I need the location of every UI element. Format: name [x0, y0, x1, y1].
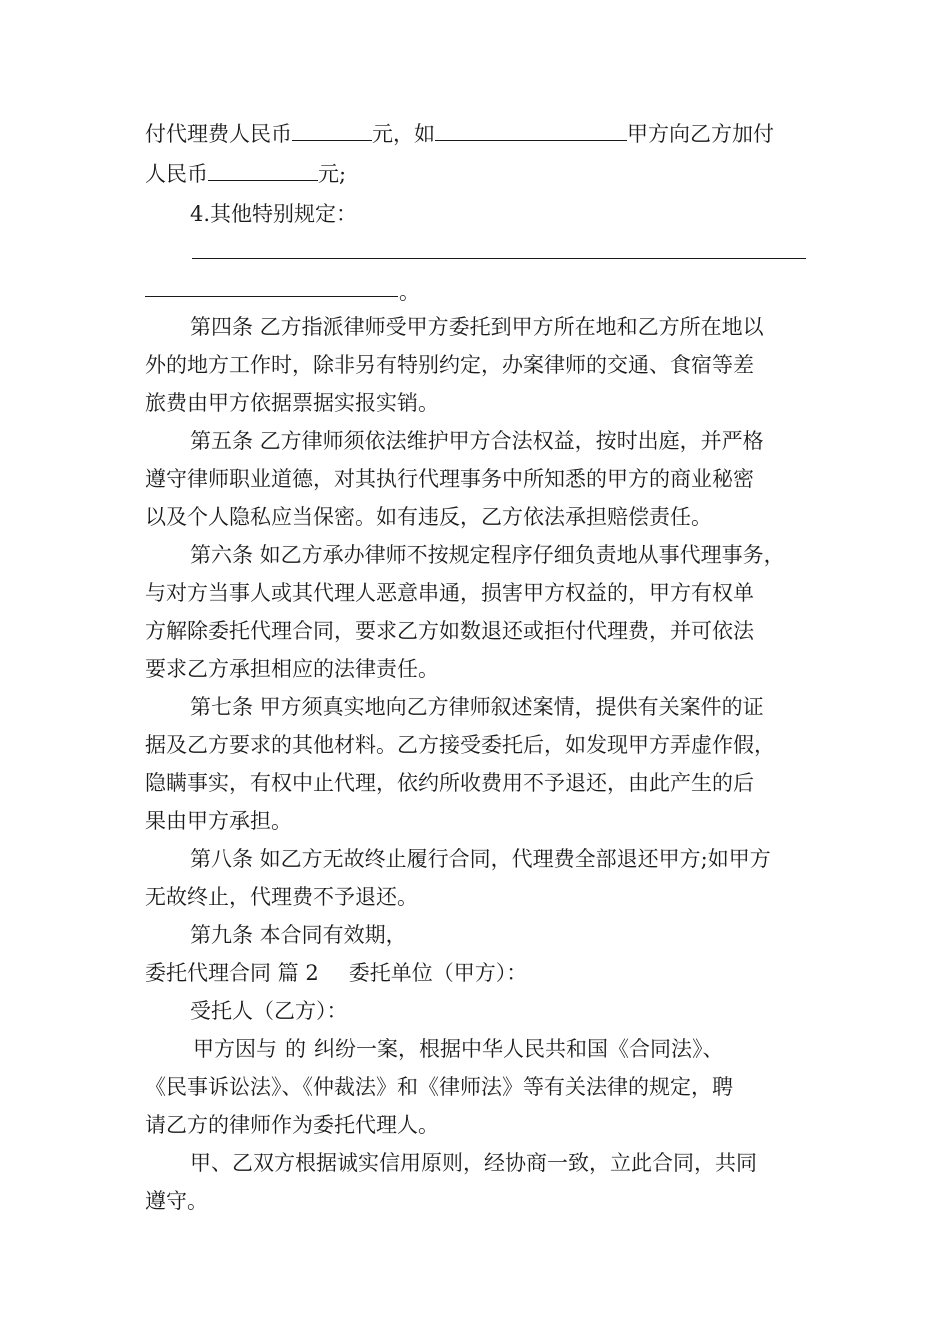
paragraph-line: 甲、乙双方根据诚实信用原则，经协商一致，立此合同，共同 [190, 1151, 757, 1175]
section-heading: 4.其他特别规定： [190, 202, 358, 226]
text-segment: 元; [318, 162, 347, 186]
text-segment: 甲方向乙方加付 [627, 122, 774, 146]
paragraph-line: 方解除委托代理合同，要求乙方如数退还或拒付代理费，并可依法 [145, 619, 754, 643]
paragraph-line: 第四条 乙方指派律师受甲方委托到甲方所在地和乙方所在地以 [190, 315, 764, 339]
text-segment: 甲方因与 [193, 1037, 277, 1061]
section-title: 委托代理合同 篇 2 [145, 961, 319, 985]
paragraph-line: 请乙方的律师作为委托代理人。 [145, 1113, 439, 1137]
agent-label: 受托人（乙方）： [190, 999, 348, 1023]
text-segment: 纠纷一案，根据中华人民共和国《合同法》、 [314, 1037, 724, 1061]
paragraph-line: 遵守律师职业道德，对其执行代理事务中所知悉的甲方的商业秘密 [145, 467, 754, 491]
paragraph-line: 遵守。 [145, 1189, 208, 1213]
fill-in-line [192, 258, 806, 259]
paragraph-line: 隐瞒事实，有权中止代理，依约所收费用不予退还，由此产生的后 [145, 771, 754, 795]
fill-in-line [145, 296, 398, 297]
paragraph-line: 以及个人隐私应当保密。如有违反，乙方依法承担赔偿责任。 [145, 505, 712, 529]
fill-in-blank [435, 120, 627, 141]
text-line [145, 120, 774, 148]
paragraph-line: 第六条 如乙方承办律师不按规定程序仔细负责地从事代理事务， [190, 543, 785, 567]
paragraph-line: 果由甲方承担。 [145, 809, 292, 833]
paragraph-line: 第七条 甲方须真实地向乙方律师叙述案情，提供有关案件的证 [190, 695, 764, 719]
text-line [145, 959, 527, 987]
text-segment: 元，如 [372, 122, 435, 146]
paragraph-line: 要求乙方承担相应的法律责任。 [145, 657, 439, 681]
paragraph-line: 第九条 本合同有效期， [190, 923, 407, 947]
paragraph-line: 外的地方工作时，除非另有特别约定，办案律师的交通、食宿等差 [145, 353, 754, 377]
client-label: 委托单位（甲方）： [348, 961, 528, 985]
fill-in-blank [292, 120, 372, 141]
paragraph-line: 第五条 乙方律师须依法维护甲方合法权益，按时出庭，并严格 [190, 429, 764, 453]
paragraph-line: 无故终止，代理费不予退还。 [145, 885, 418, 909]
paragraph-line: 第八条 如乙方无故终止履行合同，代理费全部退还甲方;如甲方 [190, 847, 771, 871]
paragraph-line: 据及乙方要求的其他材料。乙方接受委托后，如发现甲方弄虚作假， [145, 733, 775, 757]
paragraph-line [193, 1035, 724, 1063]
text-segment: 的 [285, 1037, 306, 1061]
fill-in-blank [208, 160, 318, 181]
text-line: 。 [399, 280, 420, 304]
text-line [145, 160, 346, 188]
text-segment: 付代理费人民币 [145, 122, 292, 146]
paragraph-line: 旅费由甲方依据票据实报实销。 [145, 391, 439, 415]
paragraph-line: 与对方当事人或其代理人恶意串通，损害甲方权益的，甲方有权单 [145, 581, 754, 605]
text-segment: 人民币 [145, 162, 208, 186]
paragraph-line: 《民事诉讼法》、《仲裁法》和《律师法》等有关法律的规定，聘 [145, 1075, 733, 1099]
